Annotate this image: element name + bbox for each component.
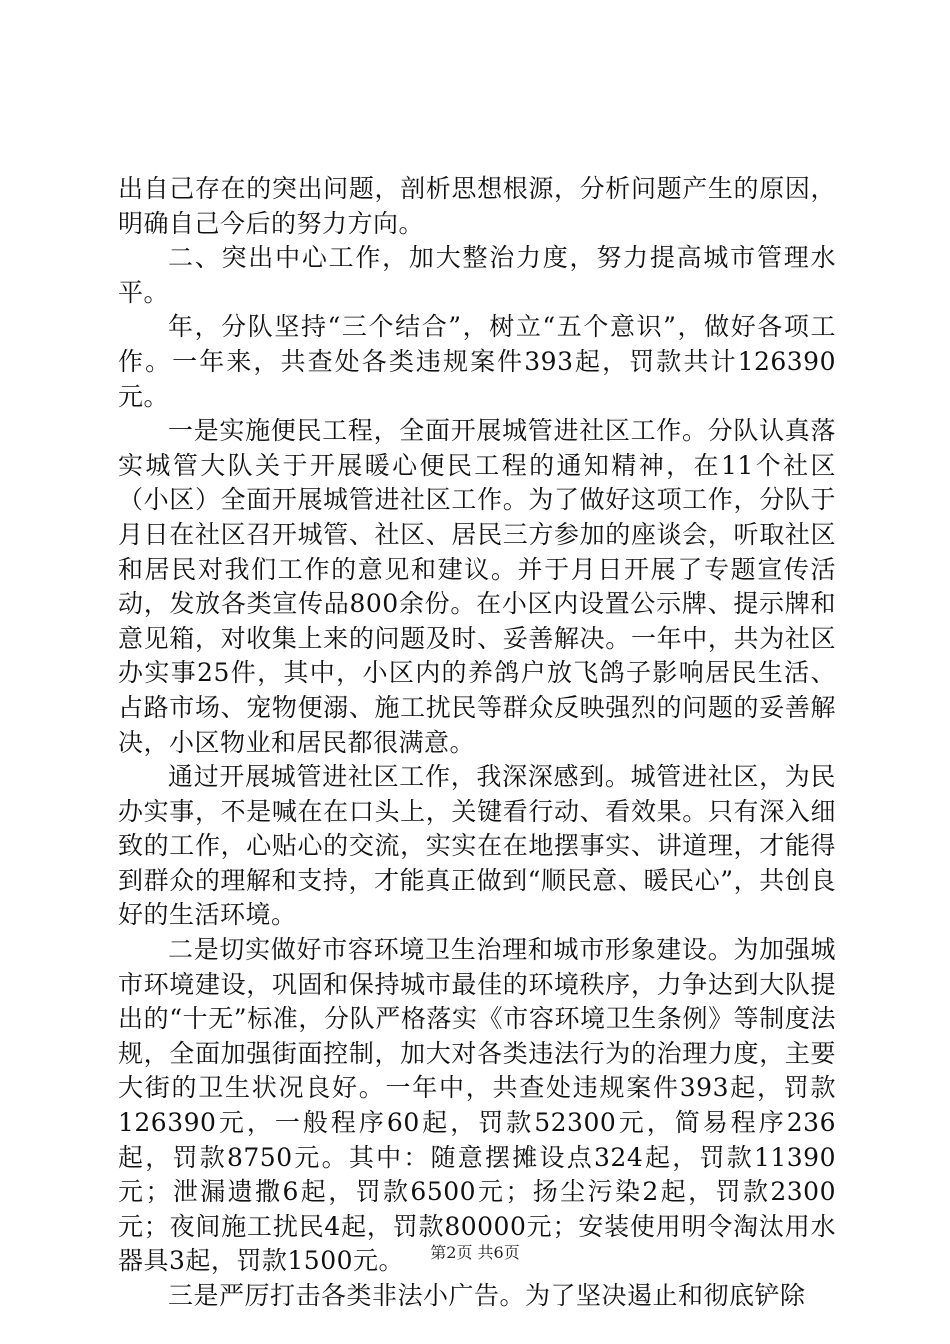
paragraph-1: 出自己存在的突出问题，剖析思想根源，分析问题产生的原因，明确自己今后的努力方向。 [118,174,836,238]
paragraph-6: 二是切实做好市容环境卫生治理和城市形象建设。为加强城市环境建设，巩固和保持城市最佳的环境秩序，力争达到大队提出的“十无”标准，分队严格落实《市容环境卫生条例》等制度法规，全面加强街面控制，加大对各类违法行为的治理力度，主要大街的卫生状况良好。一年中，共查处违规案件393起，罚款126390元，一般程序60起，罚款52300元，简易程序236起，罚款8750元。其中：随意摆摊设点324起，罚款11390元；泄漏遗撒6起，罚款6500元；扬尘污染2起，罚款2300元；夜间施工扰民4起，罚款80000元；安装使用明令淘汰用水器具3起，罚款1500元。 [118,935,836,1276]
paragraph-3: 年，分队坚持“三个结合”，树立“五个意识”，做好各项工作。一年来，共查处各类违规案件393起，罚款共计126390元。 [118,312,836,411]
document-body [118,172,836,1314]
page-footer: 第2页 共6页 [430,1243,520,1262]
paragraph-4: 一是实施便民工程，全面开展城管进社区工作。分队认真落实城管大队关于开展暖心便民工程的通知精神，在11个社区（小区）全面开展城管进社区工作。为了做好这项工作，分队于月日在社区召开城管、社区、居民三方参加的座谈会，听取社区和居民对我们工作的意见和建议。并于月日开展了专题宣传活动，发放各类宣传品800余份。在小区内设置公示牌、提示牌和意见箱，对收集上来的问题及时、妥善解决。一年中，共为社区办实事25件，其中，小区内的养鸽户放飞鸽子影响居民生活、占路市场、宠物便溺、施工扰民等群众反映强烈的问题的妥善解决，小区物业和居民都很满意。 [118,416,836,757]
paragraph-7: 三是严厉打击各类非法小广告。为了坚决遏止和彻底铲除 [168,1281,806,1310]
paragraph-5: 通过开展城管进社区工作，我深深感到。城管进社区，为民办实事，不是喊在在口头上，关键看行动、看效果。只有深入细致的工作，心贴心的交流，实实在在地摆事实、讲道理，才能得到群众的理解和支持，才能真正做到“顺民意、暖民心”，共创良好的生活环境。 [118,762,836,930]
paragraph-2: 二、突出中心工作，加大整治力度，努力提高城市管理水平。 [118,243,836,307]
